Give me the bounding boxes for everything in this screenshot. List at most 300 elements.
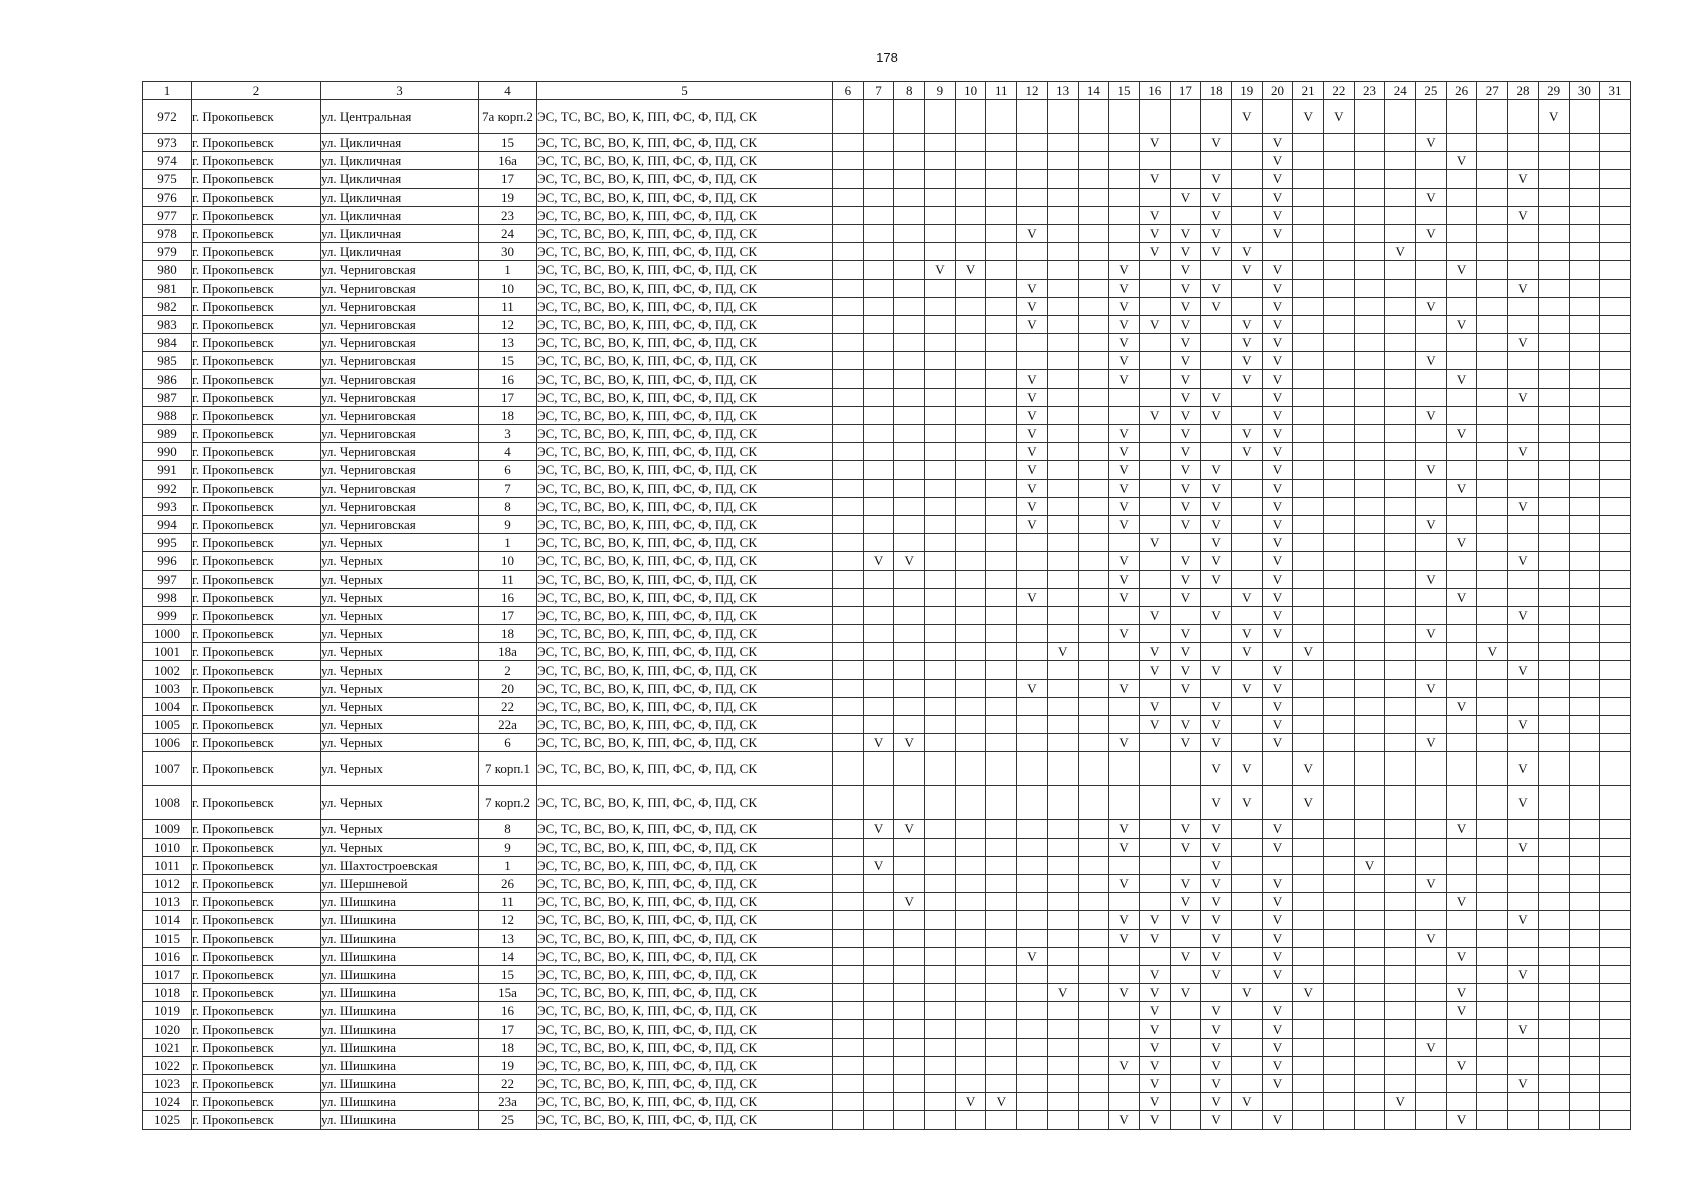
services-cell: ЭС, ТС, ВС, ВО, К, ПП, ФС, Ф, ПД, СК xyxy=(537,734,833,752)
flag-cell-col-23 xyxy=(1354,243,1385,261)
flag-cell-col-26: V xyxy=(1446,315,1477,333)
flag-cell-col-17 xyxy=(1170,1093,1201,1111)
flag-cell-col-24 xyxy=(1385,716,1416,734)
flag-cell-col-23 xyxy=(1354,661,1385,679)
flag-cell-col-13 xyxy=(1047,134,1078,152)
flag-cell-col-13 xyxy=(1047,893,1078,911)
table-row xyxy=(143,188,1631,206)
flag-cell-col-8 xyxy=(894,170,925,188)
flag-cell-col-12 xyxy=(1017,838,1048,856)
flag-cell-col-10 xyxy=(955,388,986,406)
column-header-1: 1 xyxy=(143,82,192,100)
flag-cell-col-21 xyxy=(1293,911,1324,929)
city-cell: г. Прокопьевск xyxy=(192,497,321,515)
flag-cell-col-14 xyxy=(1078,893,1109,911)
flag-cell-col-22 xyxy=(1324,406,1355,424)
flag-cell-col-27 xyxy=(1477,984,1508,1002)
flag-cell-col-13 xyxy=(1047,911,1078,929)
flag-cell-col-23 xyxy=(1354,370,1385,388)
flag-cell-col-26 xyxy=(1446,279,1477,297)
flag-cell-col-19: V xyxy=(1231,100,1262,134)
street-cell: ул. Черных xyxy=(321,625,479,643)
flag-cell-col-29 xyxy=(1538,643,1569,661)
flag-cell-col-18: V xyxy=(1201,1038,1232,1056)
city-cell: г. Прокопьевск xyxy=(192,479,321,497)
street-cell: ул. Черных xyxy=(321,588,479,606)
flag-cell-col-28: V xyxy=(1508,497,1539,515)
flag-cell-col-23 xyxy=(1354,947,1385,965)
flag-cell-col-10 xyxy=(955,443,986,461)
city-cell: г. Прокопьевск xyxy=(192,643,321,661)
flag-cell-col-17: V xyxy=(1170,479,1201,497)
flag-cell-col-30 xyxy=(1569,643,1600,661)
flag-cell-col-7 xyxy=(863,1020,894,1038)
flag-cell-col-25 xyxy=(1416,388,1447,406)
row-number: 986 xyxy=(143,370,192,388)
flag-cell-col-16 xyxy=(1139,786,1170,820)
flag-cell-col-15 xyxy=(1109,893,1140,911)
flag-cell-col-17 xyxy=(1170,1056,1201,1074)
flag-cell-col-28 xyxy=(1508,820,1539,838)
street-cell: ул. Черниговская xyxy=(321,461,479,479)
flag-cell-col-24 xyxy=(1385,1111,1416,1129)
flag-cell-col-27 xyxy=(1477,152,1508,170)
table-row xyxy=(143,965,1631,983)
services-cell: ЭС, ТС, ВС, ВО, К, ПП, ФС, Ф, ПД, СК xyxy=(537,443,833,461)
flag-cell-col-29 xyxy=(1538,334,1569,352)
flag-cell-col-26 xyxy=(1446,856,1477,874)
table-row xyxy=(143,224,1631,242)
city-cell: г. Прокопьевск xyxy=(192,206,321,224)
flag-cell-col-13 xyxy=(1047,1020,1078,1038)
flag-cell-col-31 xyxy=(1600,1075,1631,1093)
flag-cell-col-30 xyxy=(1569,1020,1600,1038)
flag-cell-col-6 xyxy=(833,352,864,370)
flag-cell-col-11 xyxy=(986,716,1017,734)
flag-cell-col-30 xyxy=(1569,352,1600,370)
flag-cell-col-7 xyxy=(863,606,894,624)
flag-cell-col-6 xyxy=(833,261,864,279)
services-cell: ЭС, ТС, ВС, ВО, К, ПП, ФС, Ф, ПД, СК xyxy=(537,947,833,965)
flag-cell-col-24 xyxy=(1385,984,1416,1002)
flag-cell-col-18: V xyxy=(1201,697,1232,715)
flag-cell-col-10: V xyxy=(955,261,986,279)
street-cell: ул. Черниговская xyxy=(321,261,479,279)
flag-cell-col-24 xyxy=(1385,820,1416,838)
flag-cell-col-18: V xyxy=(1201,893,1232,911)
flag-cell-col-19 xyxy=(1231,552,1262,570)
flag-cell-col-19: V xyxy=(1231,443,1262,461)
flag-cell-col-12 xyxy=(1017,100,1048,134)
flag-cell-col-7 xyxy=(863,1002,894,1020)
flag-cell-col-7 xyxy=(863,625,894,643)
city-cell: г. Прокопьевск xyxy=(192,786,321,820)
flag-cell-col-9 xyxy=(925,406,956,424)
flag-cell-col-20: V xyxy=(1262,370,1293,388)
flag-cell-col-8 xyxy=(894,1093,925,1111)
flag-cell-col-15 xyxy=(1109,243,1140,261)
services-cell: ЭС, ТС, ВС, ВО, К, ПП, ФС, Ф, ПД, СК xyxy=(537,188,833,206)
flag-cell-col-8 xyxy=(894,497,925,515)
flag-cell-col-13 xyxy=(1047,243,1078,261)
house-cell: 16 xyxy=(479,588,537,606)
flag-cell-col-7 xyxy=(863,279,894,297)
flag-cell-col-8 xyxy=(894,679,925,697)
flag-cell-col-13 xyxy=(1047,606,1078,624)
flag-cell-col-20: V xyxy=(1262,893,1293,911)
flag-cell-col-15 xyxy=(1109,1093,1140,1111)
house-cell: 26 xyxy=(479,874,537,892)
flag-cell-col-30 xyxy=(1569,224,1600,242)
flag-cell-col-20 xyxy=(1262,752,1293,786)
flag-cell-col-16: V xyxy=(1139,406,1170,424)
street-cell: ул. Черных xyxy=(321,734,479,752)
street-cell: ул. Шишкина xyxy=(321,1038,479,1056)
flag-cell-col-30 xyxy=(1569,838,1600,856)
services-cell: ЭС, ТС, ВС, ВО, К, ПП, ФС, Ф, ПД, СК xyxy=(537,515,833,533)
house-cell: 19 xyxy=(479,1056,537,1074)
flag-cell-col-11 xyxy=(986,261,1017,279)
flag-cell-col-9 xyxy=(925,515,956,533)
flag-cell-col-15: V xyxy=(1109,461,1140,479)
flag-cell-col-17: V xyxy=(1170,406,1201,424)
flag-cell-col-25 xyxy=(1416,856,1447,874)
flag-cell-col-20: V xyxy=(1262,188,1293,206)
flag-cell-col-25: V xyxy=(1416,224,1447,242)
flag-cell-col-11 xyxy=(986,984,1017,1002)
flag-cell-col-21 xyxy=(1293,838,1324,856)
flag-cell-col-22 xyxy=(1324,206,1355,224)
flag-cell-col-12 xyxy=(1017,1002,1048,1020)
flag-cell-col-28 xyxy=(1508,697,1539,715)
column-header-7: 7 xyxy=(863,82,894,100)
row-number: 1020 xyxy=(143,1020,192,1038)
flag-cell-col-10 xyxy=(955,1075,986,1093)
table-row xyxy=(143,152,1631,170)
flag-cell-col-22 xyxy=(1324,479,1355,497)
flag-cell-col-29 xyxy=(1538,786,1569,820)
flag-cell-col-7 xyxy=(863,570,894,588)
flag-cell-col-8 xyxy=(894,984,925,1002)
street-cell: ул. Центральная xyxy=(321,100,479,134)
flag-cell-col-20: V xyxy=(1262,929,1293,947)
flag-cell-col-20: V xyxy=(1262,1002,1293,1020)
flag-cell-col-20: V xyxy=(1262,1056,1293,1074)
table-row xyxy=(143,515,1631,533)
row-number: 985 xyxy=(143,352,192,370)
flag-cell-col-9 xyxy=(925,625,956,643)
flag-cell-col-22 xyxy=(1324,261,1355,279)
flag-cell-col-20: V xyxy=(1262,315,1293,333)
flag-cell-col-19: V xyxy=(1231,261,1262,279)
flag-cell-col-20: V xyxy=(1262,297,1293,315)
flag-cell-col-16: V xyxy=(1139,661,1170,679)
flag-cell-col-10 xyxy=(955,188,986,206)
house-cell: 17 xyxy=(479,606,537,624)
flag-cell-col-30 xyxy=(1569,1111,1600,1129)
flag-cell-col-7 xyxy=(863,1075,894,1093)
flag-cell-col-8 xyxy=(894,261,925,279)
flag-cell-col-20: V xyxy=(1262,570,1293,588)
flag-cell-col-23 xyxy=(1354,1093,1385,1111)
flag-cell-col-9 xyxy=(925,1038,956,1056)
flag-cell-col-23 xyxy=(1354,206,1385,224)
flag-cell-col-27 xyxy=(1477,697,1508,715)
flag-cell-col-7 xyxy=(863,425,894,443)
street-cell: ул. Цикличная xyxy=(321,206,479,224)
flag-cell-col-13 xyxy=(1047,534,1078,552)
flag-cell-col-6 xyxy=(833,152,864,170)
flag-cell-col-31 xyxy=(1600,1038,1631,1056)
flag-cell-col-22 xyxy=(1324,570,1355,588)
flag-cell-col-27 xyxy=(1477,965,1508,983)
flag-cell-col-18: V xyxy=(1201,534,1232,552)
house-cell: 7 корп.1 xyxy=(479,752,537,786)
flag-cell-col-9 xyxy=(925,461,956,479)
table-row xyxy=(143,534,1631,552)
flag-cell-col-15: V xyxy=(1109,479,1140,497)
flag-cell-col-19 xyxy=(1231,515,1262,533)
flag-cell-col-31 xyxy=(1600,479,1631,497)
flag-cell-col-21 xyxy=(1293,334,1324,352)
services-cell: ЭС, ТС, ВС, ВО, К, ПП, ФС, Ф, ПД, СК xyxy=(537,370,833,388)
row-number: 995 xyxy=(143,534,192,552)
flag-cell-col-24 xyxy=(1385,515,1416,533)
table-row xyxy=(143,443,1631,461)
flag-cell-col-9 xyxy=(925,297,956,315)
flag-cell-col-12: V xyxy=(1017,947,1048,965)
services-cell: ЭС, ТС, ВС, ВО, К, ПП, ФС, Ф, ПД, СК xyxy=(537,224,833,242)
flag-cell-col-6 xyxy=(833,838,864,856)
flag-cell-col-27 xyxy=(1477,406,1508,424)
flag-cell-col-17 xyxy=(1170,170,1201,188)
city-cell: г. Прокопьевск xyxy=(192,443,321,461)
flag-cell-col-30 xyxy=(1569,1038,1600,1056)
flag-cell-col-15 xyxy=(1109,1020,1140,1038)
flag-cell-col-31 xyxy=(1600,820,1631,838)
table-row xyxy=(143,497,1631,515)
flag-cell-col-21 xyxy=(1293,588,1324,606)
street-cell: ул. Черниговская xyxy=(321,479,479,497)
flag-cell-col-16 xyxy=(1139,588,1170,606)
flag-cell-col-6 xyxy=(833,820,864,838)
house-cell: 23 xyxy=(479,206,537,224)
flag-cell-col-13 xyxy=(1047,297,1078,315)
street-cell: ул. Цикличная xyxy=(321,152,479,170)
flag-cell-col-23 xyxy=(1354,479,1385,497)
table-row xyxy=(143,697,1631,715)
flag-cell-col-30 xyxy=(1569,425,1600,443)
flag-cell-col-8: V xyxy=(894,734,925,752)
services-cell: ЭС, ТС, ВС, ВО, К, ПП, ФС, Ф, ПД, СК xyxy=(537,206,833,224)
city-cell: г. Прокопьевск xyxy=(192,170,321,188)
flag-cell-col-27 xyxy=(1477,679,1508,697)
flag-cell-col-11 xyxy=(986,515,1017,533)
city-cell: г. Прокопьевск xyxy=(192,1056,321,1074)
flag-cell-col-30 xyxy=(1569,874,1600,892)
row-number: 1019 xyxy=(143,1002,192,1020)
flag-cell-col-14 xyxy=(1078,206,1109,224)
flag-cell-col-27 xyxy=(1477,425,1508,443)
city-cell: г. Прокопьевск xyxy=(192,588,321,606)
flag-cell-col-30 xyxy=(1569,625,1600,643)
flag-cell-col-31 xyxy=(1600,100,1631,134)
flag-cell-col-14 xyxy=(1078,606,1109,624)
flag-cell-col-25 xyxy=(1416,697,1447,715)
flag-cell-col-15 xyxy=(1109,752,1140,786)
flag-cell-col-8 xyxy=(894,224,925,242)
flag-cell-col-13 xyxy=(1047,352,1078,370)
flag-cell-col-12 xyxy=(1017,661,1048,679)
table-row xyxy=(143,820,1631,838)
table-row xyxy=(143,206,1631,224)
house-cell: 23а xyxy=(479,1093,537,1111)
flag-cell-col-11 xyxy=(986,838,1017,856)
flag-cell-col-25 xyxy=(1416,206,1447,224)
flag-cell-col-27 xyxy=(1477,188,1508,206)
flag-cell-col-20: V xyxy=(1262,134,1293,152)
flag-cell-col-23 xyxy=(1354,1002,1385,1020)
flag-cell-col-26 xyxy=(1446,929,1477,947)
flag-cell-col-10 xyxy=(955,334,986,352)
flag-cell-col-26 xyxy=(1446,1075,1477,1093)
table-row xyxy=(143,243,1631,261)
flag-cell-col-8 xyxy=(894,752,925,786)
flag-cell-col-8 xyxy=(894,716,925,734)
flag-cell-col-24 xyxy=(1385,786,1416,820)
flag-cell-col-10 xyxy=(955,820,986,838)
street-cell: ул. Черных xyxy=(321,643,479,661)
flag-cell-col-28: V xyxy=(1508,388,1539,406)
flag-cell-col-27 xyxy=(1477,100,1508,134)
flag-cell-col-16 xyxy=(1139,893,1170,911)
flag-cell-col-31 xyxy=(1600,443,1631,461)
flag-cell-col-19: V xyxy=(1231,425,1262,443)
flag-cell-col-27 xyxy=(1477,261,1508,279)
flag-cell-col-14 xyxy=(1078,152,1109,170)
services-cell: ЭС, ТС, ВС, ВО, К, ПП, ФС, Ф, ПД, СК xyxy=(537,315,833,333)
flag-cell-col-9 xyxy=(925,243,956,261)
flag-cell-col-13 xyxy=(1047,786,1078,820)
flag-cell-col-14 xyxy=(1078,588,1109,606)
flag-cell-col-25 xyxy=(1416,1002,1447,1020)
flag-cell-col-18: V xyxy=(1201,874,1232,892)
street-cell: ул. Шершневой xyxy=(321,874,479,892)
flag-cell-col-16: V xyxy=(1139,534,1170,552)
flag-cell-col-27 xyxy=(1477,786,1508,820)
flag-cell-col-13 xyxy=(1047,406,1078,424)
flag-cell-col-22 xyxy=(1324,443,1355,461)
flag-cell-col-15: V xyxy=(1109,679,1140,697)
flag-cell-col-11 xyxy=(986,965,1017,983)
city-cell: г. Прокопьевск xyxy=(192,352,321,370)
flag-cell-col-25 xyxy=(1416,1093,1447,1111)
flag-cell-col-20: V xyxy=(1262,625,1293,643)
flag-cell-col-6 xyxy=(833,534,864,552)
flag-cell-col-15: V xyxy=(1109,297,1140,315)
page-number: 178 xyxy=(876,50,898,65)
flag-cell-col-12: V xyxy=(1017,679,1048,697)
flag-cell-col-31 xyxy=(1600,984,1631,1002)
row-number: 1000 xyxy=(143,625,192,643)
flag-cell-col-8 xyxy=(894,406,925,424)
flag-cell-col-18: V xyxy=(1201,716,1232,734)
table-row xyxy=(143,1056,1631,1074)
flag-cell-col-15: V xyxy=(1109,334,1140,352)
column-header-26: 26 xyxy=(1446,82,1477,100)
flag-cell-col-29 xyxy=(1538,570,1569,588)
flag-cell-col-27 xyxy=(1477,134,1508,152)
flag-cell-col-14 xyxy=(1078,406,1109,424)
services-cell: ЭС, ТС, ВС, ВО, К, ПП, ФС, Ф, ПД, СК xyxy=(537,820,833,838)
flag-cell-col-16: V xyxy=(1139,1075,1170,1093)
flag-cell-col-18: V xyxy=(1201,552,1232,570)
flag-cell-col-23 xyxy=(1354,224,1385,242)
flag-cell-col-13 xyxy=(1047,224,1078,242)
flag-cell-col-18: V xyxy=(1201,170,1232,188)
flag-cell-col-25 xyxy=(1416,479,1447,497)
flag-cell-col-28: V xyxy=(1508,170,1539,188)
street-cell: ул. Черниговская xyxy=(321,425,479,443)
flag-cell-col-11 xyxy=(986,820,1017,838)
flag-cell-col-14 xyxy=(1078,1075,1109,1093)
flag-cell-col-19 xyxy=(1231,461,1262,479)
flag-cell-col-7 xyxy=(863,479,894,497)
flag-cell-col-8 xyxy=(894,461,925,479)
flag-cell-col-26: V xyxy=(1446,261,1477,279)
services-cell: ЭС, ТС, ВС, ВО, К, ПП, ФС, Ф, ПД, СК xyxy=(537,911,833,929)
flag-cell-col-26: V xyxy=(1446,370,1477,388)
table-row xyxy=(143,425,1631,443)
flag-cell-col-8 xyxy=(894,370,925,388)
flag-cell-col-21 xyxy=(1293,734,1324,752)
street-cell: ул. Черниговская xyxy=(321,297,479,315)
flag-cell-col-11 xyxy=(986,1075,1017,1093)
flag-cell-col-26 xyxy=(1446,243,1477,261)
flag-cell-col-26 xyxy=(1446,661,1477,679)
flag-cell-col-20: V xyxy=(1262,152,1293,170)
flag-cell-col-21 xyxy=(1293,534,1324,552)
flag-cell-col-25 xyxy=(1416,752,1447,786)
flag-cell-col-30 xyxy=(1569,315,1600,333)
flag-cell-col-29 xyxy=(1538,461,1569,479)
flag-cell-col-26 xyxy=(1446,911,1477,929)
flag-cell-col-15: V xyxy=(1109,1056,1140,1074)
house-cell: 6 xyxy=(479,461,537,479)
house-cell: 11 xyxy=(479,570,537,588)
flag-cell-col-28: V xyxy=(1508,1075,1539,1093)
flag-cell-col-17 xyxy=(1170,929,1201,947)
services-cell: ЭС, ТС, ВС, ВО, К, ПП, ФС, Ф, ПД, СК xyxy=(537,874,833,892)
house-cell: 10 xyxy=(479,552,537,570)
flag-cell-col-15 xyxy=(1109,100,1140,134)
flag-cell-col-16 xyxy=(1139,552,1170,570)
flag-cell-col-14 xyxy=(1078,243,1109,261)
services-cell: ЭС, ТС, ВС, ВО, К, ПП, ФС, Ф, ПД, СК xyxy=(537,1056,833,1074)
flag-cell-col-27 xyxy=(1477,224,1508,242)
flag-cell-col-9 xyxy=(925,134,956,152)
flag-cell-col-16: V xyxy=(1139,911,1170,929)
flag-cell-col-29 xyxy=(1538,911,1569,929)
flag-cell-col-28 xyxy=(1508,100,1539,134)
services-cell: ЭС, ТС, ВС, ВО, К, ПП, ФС, Ф, ПД, СК xyxy=(537,1020,833,1038)
flag-cell-col-14 xyxy=(1078,100,1109,134)
flag-cell-col-28 xyxy=(1508,152,1539,170)
flag-cell-col-13 xyxy=(1047,679,1078,697)
flag-cell-col-19 xyxy=(1231,856,1262,874)
services-cell: ЭС, ТС, ВС, ВО, К, ПП, ФС, Ф, ПД, СК xyxy=(537,1075,833,1093)
flag-cell-col-26: V xyxy=(1446,1002,1477,1020)
